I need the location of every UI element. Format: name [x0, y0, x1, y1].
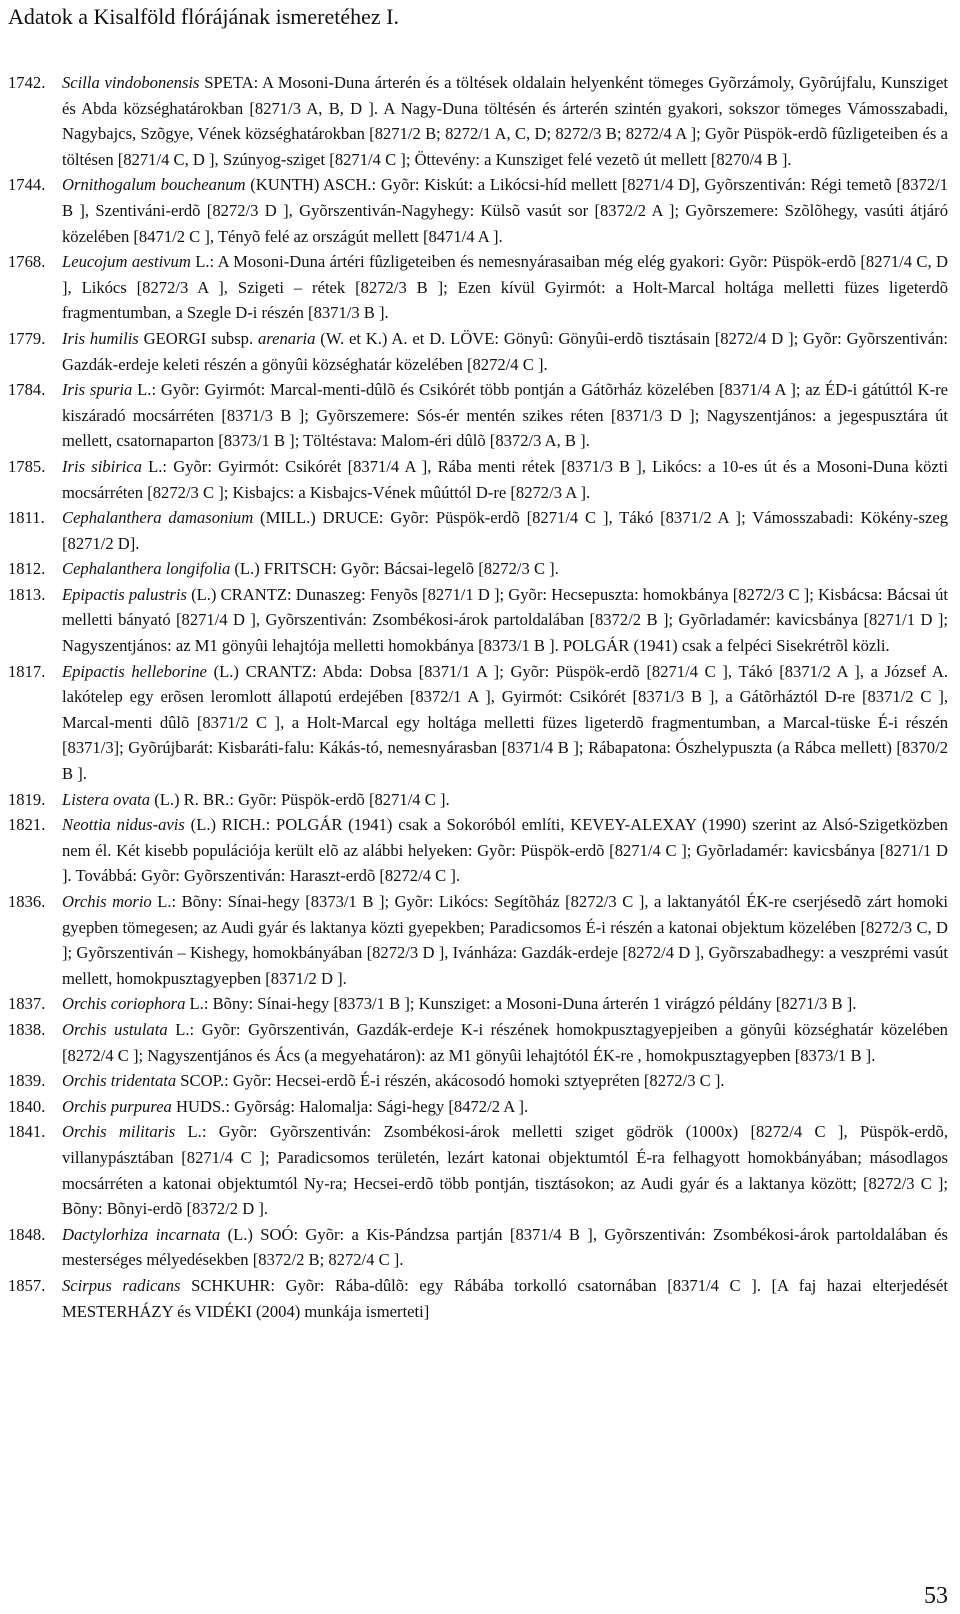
- entry-body: L.: Gyõr: Gyõrszentiván, Gazdák-erdeje K-i részének homokpusztagyepjeiben a gönyûi községhatár közelében [8272/4 C ]; Nagyszentjános és Ács (a megyehatáron): az M1 gönyûi lehajtótól ÉK-re , homokpusztagyepben [8373/1 B ].: [62, 1019, 948, 1065]
- entry-body: (W. et K.) A. et D. LÖVE: Gönyû: Gönyûi-erdõ tisztásain [8272/4 D ]; Gyõr: Gyõrszentiván: Gazdák-erdeje keleti részén a gönyûi községhatár közelében [8272/4 C ].: [62, 328, 948, 374]
- entry-text: [62, 172, 948, 249]
- entry-text: [62, 1068, 948, 1094]
- species-entry: [8, 991, 948, 1017]
- entry-number: 1841.: [8, 1122, 46, 1142]
- entry-body: (MILL.) DRUCE: Gyõr: Püspök-erdõ [8271/4 C ], Tákó [8371/2 A ]; Vámosszabadi: Kökény-szeg [8271/2 D].: [62, 508, 948, 553]
- entry-text: [62, 1222, 948, 1273]
- species-entry: [8, 889, 948, 991]
- species-entry: [8, 172, 948, 249]
- entry-text: [62, 505, 948, 556]
- entry-body: L.: Gyõr: Gyirmót: Csikórét [8371/4 A ], Rába menti rétek [8371/3 B ], Likócs: a 10-es út és a Mosoni-Duna közti mocsárréten [8272/3 C ]; Kisbajcs: a Kisbajcs-Vének mûúttól D-re [8272/3 A ].: [62, 456, 948, 502]
- entry-text: [62, 326, 948, 377]
- entry-text: [62, 1273, 948, 1324]
- entry-text: [62, 582, 948, 659]
- entry-number: 1785.: [8, 456, 46, 476]
- entry-text: [62, 659, 948, 787]
- entry-body: (L.) SOÓ: Gyõr: a Kis-Pándzsa partján [8371/4 B ], Gyõrszentiván: Zsombékosi-árok partoldalában és mesterséges mélyedésekben [8372/2 B; 8272/4 C ].: [62, 1224, 949, 1270]
- entry-number: 1817.: [8, 661, 46, 681]
- entry-number: 1857.: [8, 1275, 46, 1295]
- entry-number: 1812.: [8, 559, 46, 579]
- taxon-name: Listera ovata: [62, 789, 151, 809]
- entry-body: (L.) R. BR.: Gyõr: Püspök-erdõ [8271/4 C ].: [150, 789, 450, 809]
- entry-body: SCHKUHR: Gyõr: Rába-dûlõ: egy Rábába torkolló csatornában [8371/4 C ]. [A faj hazai elterjedését MESTERHÁZY és VIDÉKI (2004) munkája ismerteti]: [62, 1275, 948, 1321]
- entry-text: [62, 1094, 948, 1120]
- entry-text: [62, 1119, 948, 1221]
- species-entry: [8, 249, 948, 326]
- entry-text: [62, 787, 948, 813]
- entry-number: 1837.: [8, 994, 46, 1014]
- species-entry: [8, 787, 948, 813]
- taxon-name: Epipactis palustris: [62, 584, 187, 604]
- taxon-name: Orchis purpurea: [62, 1096, 172, 1116]
- taxon-name: arenaria: [257, 328, 316, 348]
- taxon-name: Cephalanthera longifolia: [62, 559, 231, 579]
- entry-text: [62, 889, 948, 991]
- entry-number: 1784.: [8, 380, 46, 400]
- taxon-name: Scilla vindobonensis: [62, 73, 200, 92]
- entry-text: [62, 454, 948, 505]
- species-entry: [8, 505, 948, 556]
- species-entry: [8, 70, 948, 172]
- entry-text: [62, 1017, 948, 1068]
- taxon-name: Iris spuria: [62, 380, 133, 400]
- species-entry: [8, 556, 948, 582]
- entry-body: SPETA: A Mosoni-Duna árterén és a töltések oldalain helyenként tömeges Gyõrzámoly, Gyõrújfalu, Kunsziget és Abda községhatárokban [8271/3 A, B, D ]. A Nagy-Duna töltésén és árterén szintén gyakori, sokszor tömeges Vámosszabadi, Nagybajcs, Szõgye, Vének községhatárokban [8271/2 B; 8272/1 A, C, D; 8272/3 B; 8272/4 A ]; Gyõr Püspök-erdõ fûzligeteiben és a töltésen [8271/4 C, D ], Szúnyog-sziget [8271/4 C ]; Öttevény: a Kunsziget felé vezetõ út mellett [8270/4 B ].: [62, 73, 948, 169]
- species-entry: [8, 1119, 948, 1221]
- entry-text: [62, 556, 948, 582]
- entry-body: L.: Gyõr: Gyirmót: Marcal-menti-dûlõ és Csikórét több pontján a Gátõrház közelében [8371/4 A ]; az ÉD-i gátúttól K-re kiszáradó mocsárréten [8371/3 B ]; Gyõrszemere: Sós-ér mentén szikes réten [8371/3 D ]; Nagyszentjános: a jegespusztára út mellett, csatornaparton [8373/1 B ]; Töltéstava: Malom-éri dûlõ [8372/3 A, B ].: [62, 380, 948, 451]
- entry-number: 1840.: [8, 1096, 46, 1116]
- taxon-name: Epipactis helleborine: [62, 661, 207, 681]
- species-entry: [8, 1094, 948, 1120]
- entry-number: 1742.: [8, 73, 46, 92]
- species-entry: [8, 1068, 948, 1094]
- species-entry: [8, 326, 948, 377]
- entry-number: 1744.: [8, 175, 46, 195]
- species-entry: [8, 812, 948, 889]
- species-entry: [8, 1017, 948, 1068]
- taxon-name: Iris sibirica: [62, 456, 142, 476]
- taxon-name: Iris humilis: [62, 328, 139, 348]
- taxon-name: Leucojum aestivum: [62, 252, 191, 272]
- entry-body: SCOP.: Gyõr: Hecsei-erdõ É-i részén, akácosodó homoki sztyepréten [8272/3 C ].: [176, 1071, 725, 1091]
- entry-number: 1813.: [8, 584, 46, 604]
- taxon-name: Scirpus radicans: [62, 1275, 181, 1295]
- entry-number: 1821.: [8, 815, 46, 835]
- entry-body: (L.) CRANTZ: Abda: Dobsa [8371/1 A ]; Gyõr: Püspök-erdõ [8271/4 C ], Tákó [8371/2 A ], a József A. lakótelep egy erõsen leromlott állapotú erdejében [8372/1 A ], Gyirmót: Csikórét [8371/3 B ], a Gátõrháztól D-re [8371/2 C ], Marcal-menti dûlõ [8371/2 C ], a Holt-Marcal egy holtága melletti füzes ligeterdõ fragmentumban, a Marcal-tüske É-i részén [8371/3]; Gyõrújbarát: Kisbaráti-falu: Kákás-tó, nemesnyárasban [8371/4 B ]; Rábapatona: Ószhelypuszta (a Rábca mellett) [8370/2 B ].: [62, 661, 948, 784]
- taxon-name: Orchis ustulata: [62, 1019, 168, 1039]
- entry-text: [62, 991, 948, 1017]
- entry-body: (L.) CRANTZ: Dunaszeg: Fenyõs [8271/1 D ]; Gyõr: Hecsepuszta: homokbánya [8272/3 C ]; Kisbácsa: Bácsai út melletti bányató [8271/4 D ], Gyõrszentiván: Zsombékosi-árok partoldalában [8372/2 B ]; Gyõrladamér: kavicsbánya [8271/1 D ]; Nagyszentjános: az M1 gönyûi lehajtója melletti homokbánya [8373/1 B ]. POLGÁR (1941) csak a felpéci Sisekrétrõl közli.: [62, 584, 948, 656]
- entry-number: 1819.: [8, 789, 46, 809]
- taxon-name: Orchis morio: [62, 892, 152, 911]
- entry-number: 1848.: [8, 1224, 46, 1244]
- entry-number: 1811.: [8, 508, 45, 528]
- running-header: Adatok a Kisalföld flórájának ismeretéhez I.: [8, 4, 399, 29]
- taxon-name: Orchis militaris: [62, 1122, 176, 1142]
- entry-number: 1838.: [8, 1019, 46, 1039]
- taxon-name: Neottia nidus-avis: [62, 815, 185, 835]
- entry-number: 1839.: [8, 1071, 46, 1091]
- page-number: 53: [924, 1583, 948, 1609]
- entry-body: GEORGI subsp.: [138, 328, 258, 348]
- entry-body: L.: Bõny: Sínai-hegy [8373/1 B ]; Gyõr: Likócs: Segítõház [8272/3 C ], a laktanyától ÉK-re cserjésedõ zárt homoki gyepben tömegesen; az Audi gyár és laktanya közti gyepekben; Paradicsomos É-i részén a katonai objektum közelében [8272/3 C, D ]; Gyõrszentiván – Kishegy, homokbányában [8272/3 D ], Ivánháza: Gazdák-erdeje [8272/4 D ], Gyõrszabadhegy: a veszprémi vasút mellett, homokpusztagyepben [8371/2 D ].: [62, 892, 948, 988]
- taxon-name: Ornithogalum boucheanum: [62, 175, 246, 195]
- entry-body: L.: Gyõr: Gyõrszentiván: Zsombékosi-árok melletti sziget gödrök (1000x) [8272/4 C ], Püspök-erdõ, villanypásztában [8271/4 C ]; Paradicsomos területén, lezárt katonai objektumtól É-ra felhagyott homokbányában; másodlagos mocsárréten a katonai objektumtól Ny-ra; Hecsei-erdõ több pontján, tisztásokon; az Audi gyár és a laktanya között; [8272/3 C ]; Bõny: Bõnyi-erdõ [8372/2 D ].: [62, 1122, 948, 1219]
- species-entry: [8, 454, 948, 505]
- entry-body: (L.) RICH.: POLGÁR (1941) csak a Sokoróból említi, KEVEY-ALEXAY (1990) szerint az Alsó-Szigetközben nem él. Két kisebb populációja került elõ az alábbi helyeken: Gyõr: Püspök-erdõ [8271/4 C ]; Gyõrladamér: kavicsbánya [8271/1 D ]. Továbbá: Gyõr: Gyõrszentiván: Haraszt-erdõ [8272/4 C ].: [62, 815, 948, 886]
- taxon-name: Dactylorhiza incarnata: [62, 1224, 221, 1244]
- species-list: [8, 70, 948, 1324]
- entry-body: L.: Bõny: Sínai-hegy [8373/1 B ]; Kunsziget: a Mosoni-Duna árterén 1 virágzó példány [8271/3 B ].: [185, 994, 857, 1014]
- species-entry: [8, 1273, 948, 1324]
- taxon-name: Orchis tridentata: [62, 1071, 177, 1091]
- species-entry: [8, 659, 948, 787]
- entry-text: [62, 812, 948, 889]
- entry-number: 1768.: [8, 252, 46, 272]
- entry-body: (KUNTH) ASCH.: Gyõr: Kiskút: a Likócsi-híd mellett [8271/4 D], Gyõrszentiván: Régi temetõ [8372/1 B ], Szentiváni-erdõ [8272/3 D ], Gyõrszentiván-Nagyhegy: Külsõ vasút sor [8372/2 A ]; Gyõrszemere: Szõlõhegy, vasúti átjáró közelében [8471/2 C ], Tényõ felé az országút mellett [8471/4 A ].: [62, 175, 948, 246]
- entry-text: [62, 249, 948, 326]
- entry-body: HUDS.: Gyõrság: Halomalja: Sági-hegy [8472/2 A ].: [171, 1096, 529, 1116]
- species-entry: [8, 377, 948, 454]
- entry-number: 1779.: [8, 328, 46, 348]
- species-entry: [8, 1222, 948, 1273]
- species-entry: [8, 582, 948, 659]
- entry-text: [62, 70, 948, 172]
- taxon-name: Cephalanthera damasonium: [62, 508, 254, 528]
- taxon-name: Orchis coriophora: [62, 994, 186, 1014]
- entry-body: (L.) FRITSCH: Gyõr: Bácsai-legelõ [8272/3 C ].: [230, 559, 559, 579]
- entry-text: [62, 377, 948, 454]
- entry-number: 1836.: [8, 892, 46, 911]
- entry-body: L.: A Mosoni-Duna ártéri fûzligeteiben és nemesnyárasaiban még elég gyakori: Gyõr: Püspök-erdõ [8271/4 C, D ], Likócs [8272/3 A ], Szigeti – rétek [8272/3 B ]; Ezen kívül Gyirmót: a Holt-Marcal holtága melletti füzes ligeterdõ fragmentumban, a Szegle D-i részén [8371/3 B ].: [62, 252, 948, 323]
